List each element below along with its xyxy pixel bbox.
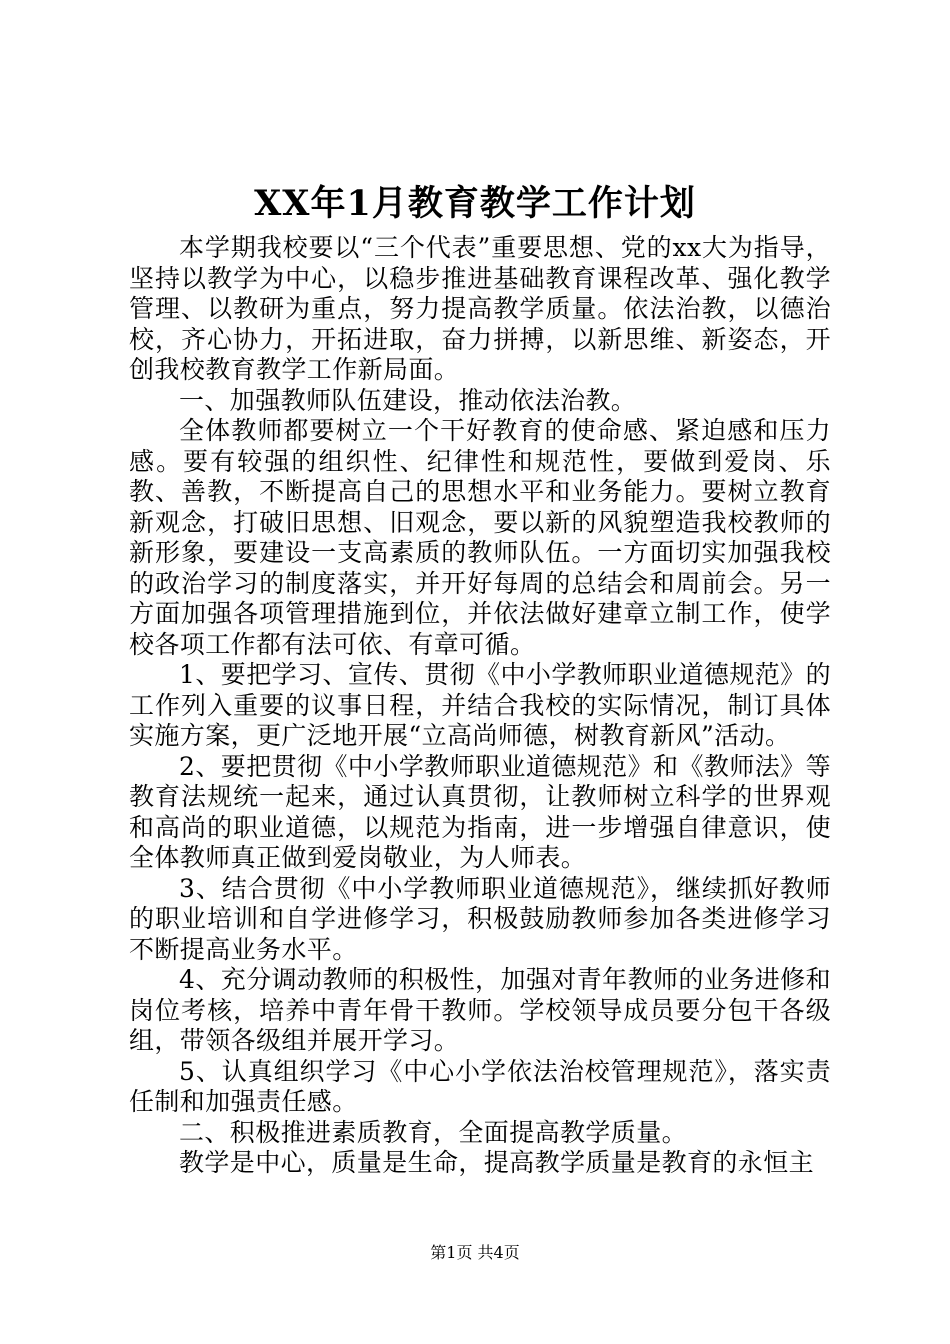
list-item-5: 5、认真组织学习《中心小学依法治校管理规范》，落实责任制和加强责任感。 [129, 1056, 831, 1116]
section-heading-2: 二、积极推进素质教育，全面提高教学质量。 [179, 1117, 688, 1147]
list-item-3: 3、结合贯彻《中小学教师职业道德规范》，继续抓好教师的职业培训和自学进修学习，积极鼓励教师参加各类进修学习不断提高业务水平。 [129, 873, 831, 964]
page-footer: 第1页 共4页 [430, 1243, 520, 1262]
intro-paragraph: 本学期我校要以“三个代表”重要思想、党的xx大为指导，坚持以教学为中心，以稳步推进基础教育课程改革、强化教学管理、以教研为重点，努力提高教学质量。依法治教，以德治校，齐心协力，开拓进取，奋力拼搏，以新思维、新姿态，开创我校教育教学工作新局面。 [129, 233, 831, 384]
section-heading-1: 一、加强教师队伍建设，推动依法治教。 [179, 385, 637, 415]
list-item-4: 4、充分调动教师的积极性，加强对青年教师的业务进修和岗位考核，培养中青年骨干教师。学校领导成员要分包干各级组，带领各级组并展开学习。 [129, 965, 831, 1055]
list-item-1: 1、要把学习、宣传、贯彻《中小学教师职业道德规范》的工作列入重要的议事日程，并结合我校的实际情况，制订具体实施方案，更广泛地开展“立高尚师德，树教育新风”活动。 [129, 660, 831, 750]
document-body [129, 233, 831, 1179]
list-item-2: 2、要把贯彻《中小学教师职业道德规范》和《教师法》等教育法规统一起来，通过认真贯彻，让教师树立科学的世界观和高尚的职业道德，以规范为指南，进一步增强自律意识，使全体教师真正做到爱岗敬业，为人师表。 [129, 751, 831, 872]
document-title: XX年1月教育教学工作计划 [254, 183, 696, 224]
body-paragraph-continued: 教学是中心，质量是生命，提高教学质量是教育的永恒主 [179, 1148, 815, 1177]
body-paragraph: 全体教师都要树立一个干好教育的使命感、紧迫感和压力感。要有较强的组织性、纪律性和规范性，要做到爱岗、乐教、善教，不断提高自己的思想水平和业务能力。要树立教育新观念，打破旧思想、旧观念，要以新的风貌塑造我校教师的新形象，要建设一支高素质的教师队伍。一方面切实加强我校的政治学习的制度落实，并开好每周的总结会和周前会。另一方面加强各项管理措施到位，并依法做好建章立制工作，使学校各项工作都有法可依、有章可循。 [129, 416, 831, 659]
